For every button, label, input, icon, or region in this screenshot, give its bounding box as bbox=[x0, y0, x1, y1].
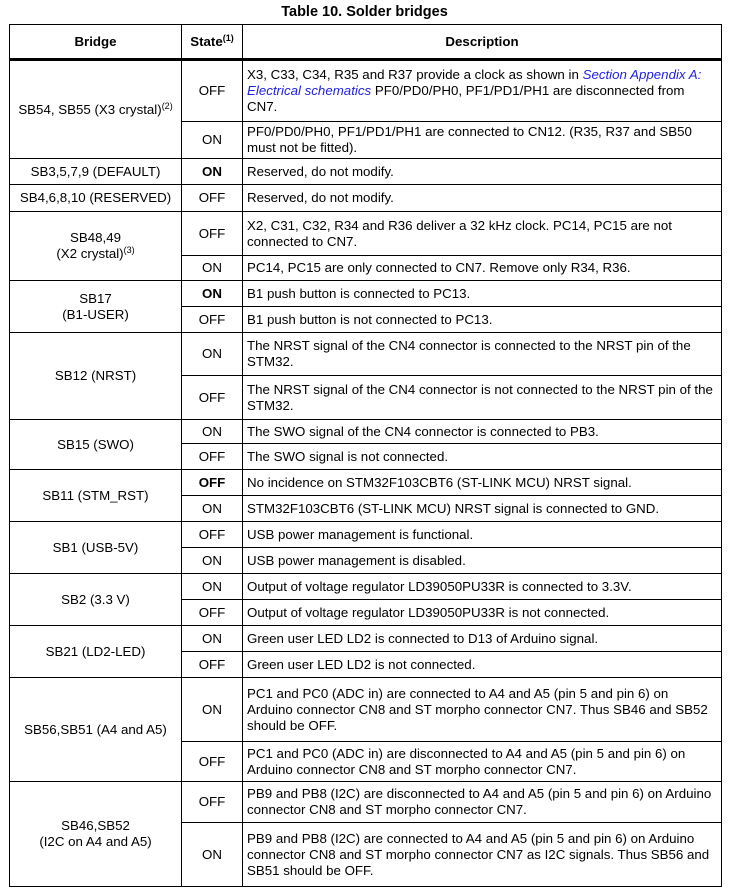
header-description-label: Description bbox=[445, 33, 519, 49]
description-cell bbox=[243, 159, 722, 185]
bridge-subtitle: (X2 crystal) bbox=[56, 246, 124, 261]
description-text: Output of voltage regulator LD39050PU33R is not connected. bbox=[247, 604, 610, 620]
description-cell bbox=[243, 496, 722, 522]
table-row bbox=[10, 185, 722, 212]
description-cell bbox=[243, 522, 722, 548]
table-row bbox=[10, 281, 722, 307]
header-state-label: State bbox=[190, 33, 223, 49]
header-state bbox=[182, 25, 243, 60]
description-text: Reserved, do not modify. bbox=[247, 163, 394, 179]
bridge-name: SB17 bbox=[79, 290, 112, 306]
state-cell: OFF bbox=[182, 212, 243, 256]
table-row bbox=[10, 782, 722, 823]
description-cell bbox=[243, 307, 722, 333]
section-link[interactable]: Section Appendix A: Electrical schematics bbox=[247, 67, 702, 98]
state-cell: OFF bbox=[182, 652, 243, 678]
state-cell: ON bbox=[182, 159, 243, 185]
description-text: Green user LED LD2 is connected to D13 of Arduino signal. bbox=[247, 630, 599, 646]
table-row bbox=[10, 678, 722, 742]
description-text: PC1 and PC0 (ADC in) are connected to A4 and A5 (pin 5 and pin 6) on Arduino connector CN8 and ST morpho connector CN7. Thus SB46 and SB52 should be OFF. bbox=[247, 685, 708, 733]
state-cell: OFF bbox=[182, 470, 243, 496]
description-cell bbox=[243, 281, 722, 307]
bridge-subtitle: (I2C on A4 and A5) bbox=[39, 834, 152, 849]
description-cell bbox=[243, 742, 722, 782]
bridge-name: SB12 (NRST) bbox=[54, 368, 137, 383]
state-cell: ON bbox=[182, 281, 243, 307]
state-cell: OFF bbox=[182, 742, 243, 782]
table-title: Table 10. Solder bridges bbox=[281, 4, 448, 20]
description-text: STM32F103CBT6 (ST-LINK MCU) NRST signal is connected to GND. bbox=[247, 500, 660, 516]
bridge-cell bbox=[10, 782, 182, 887]
bridge-name: SB15 (SWO) bbox=[57, 436, 134, 452]
bridge-name: SB54, SB55 (X3 crystal) bbox=[18, 101, 162, 117]
state-cell: OFF bbox=[182, 444, 243, 470]
table-row bbox=[10, 159, 722, 185]
table-row bbox=[10, 522, 722, 548]
table-row bbox=[10, 212, 722, 256]
bridge-cell bbox=[10, 678, 182, 782]
state-cell: ON bbox=[182, 333, 243, 376]
description-text: X3, C33, C34, R35 and R37 provide a clock as shown in bbox=[247, 67, 583, 82]
description-text: PB9 and PB8 (I2C) are disconnected to A4 and A5 (pin 5 and pin 6) on Arduino connector CN8 and ST morpho connector CN7. bbox=[247, 786, 712, 817]
state-cell: ON bbox=[182, 122, 243, 159]
bridge-cell bbox=[10, 574, 182, 626]
table-row bbox=[10, 333, 722, 376]
bridge-name: SB4,6,8,10 (RESERVED) bbox=[19, 190, 172, 205]
description-cell bbox=[243, 212, 722, 256]
bridge-cell bbox=[10, 333, 182, 420]
description-cell bbox=[243, 574, 722, 600]
table-row bbox=[10, 574, 722, 600]
table-row bbox=[10, 470, 722, 496]
state-cell: ON bbox=[182, 496, 243, 522]
description-cell bbox=[243, 444, 722, 470]
state-cell: ON bbox=[182, 626, 243, 652]
state-cell: OFF bbox=[182, 522, 243, 548]
state-cell: OFF bbox=[182, 60, 243, 122]
bridge-name: SB1 (USB-5V) bbox=[52, 539, 139, 555]
state-cell: ON bbox=[182, 823, 243, 887]
description-cell bbox=[243, 678, 722, 742]
state-cell: ON bbox=[182, 574, 243, 600]
description-text: PC14, PC15 are only connected to CN7. Remove only R34, R36. bbox=[247, 260, 631, 275]
description-cell bbox=[243, 60, 722, 122]
table-row bbox=[10, 60, 722, 122]
description-cell bbox=[243, 333, 722, 376]
bridge-cell bbox=[10, 281, 182, 333]
bridge-cell bbox=[10, 212, 182, 281]
state-cell: ON bbox=[182, 256, 243, 281]
solder-bridges-table bbox=[9, 24, 722, 887]
state-cell: OFF bbox=[182, 185, 243, 212]
bridge-subtitle: (B1-USER) bbox=[62, 306, 129, 322]
bridge-cell bbox=[10, 159, 182, 185]
description-text: USB power management is functional. bbox=[247, 526, 474, 542]
state-cell: OFF bbox=[182, 600, 243, 626]
header-bridge bbox=[10, 25, 182, 60]
bridge-cell bbox=[10, 420, 182, 470]
state-cell: OFF bbox=[182, 376, 243, 420]
bridge-name: SB3,5,7,9 (DEFAULT) bbox=[30, 163, 161, 179]
bridge-name: SB56,SB51 (A4 and A5) bbox=[24, 721, 167, 737]
description-cell bbox=[243, 652, 722, 678]
description-text: USB power management is disabled. bbox=[247, 552, 466, 568]
description-text: PF0/PD0/PH0, PF1/PD1/PH1 are connected to CN12. (R35, R37 and SB50 must not be fitted). bbox=[247, 124, 692, 155]
description-text: PF0/PD0/PH0, PF1/PD1/PH1 are disconnected from CN7. bbox=[247, 83, 685, 114]
description-cell bbox=[243, 470, 722, 496]
description-text: Green user LED LD2 is not connected. bbox=[247, 656, 476, 672]
description-cell bbox=[243, 376, 722, 420]
description-cell bbox=[243, 185, 722, 212]
description-text: Reserved, do not modify. bbox=[247, 190, 394, 205]
description-cell bbox=[243, 548, 722, 574]
bridge-cell bbox=[10, 185, 182, 212]
header-bridge-label: Bridge bbox=[74, 33, 117, 49]
table-header-row bbox=[10, 25, 722, 60]
description-text: The NRST signal of the CN4 connector is connected to the NRST pin of the STM32. bbox=[247, 338, 691, 369]
bridge-cell bbox=[10, 60, 182, 159]
description-text: X2, C31, C32, R34 and R36 deliver a 32 kHz clock. PC14, PC15 are not connected to CN7. bbox=[247, 217, 672, 249]
description-text: The SWO signal of the CN4 connector is connected to PB3. bbox=[247, 423, 599, 439]
footnote-ref: (3) bbox=[123, 245, 135, 255]
description-cell bbox=[243, 256, 722, 281]
description-cell bbox=[243, 600, 722, 626]
state-cell: ON bbox=[182, 678, 243, 742]
footnote-ref: (2) bbox=[161, 100, 173, 111]
table-row bbox=[10, 626, 722, 652]
header-description bbox=[243, 25, 722, 60]
description-text: The NRST signal of the CN4 connector is not connected to the NRST pin of the STM32. bbox=[247, 381, 713, 413]
bridge-name: SB46,SB52 bbox=[61, 818, 130, 833]
bridge-cell bbox=[10, 626, 182, 678]
description-text: B1 push button is not connected to PC13. bbox=[247, 311, 493, 327]
bridge-name: SB21 (LD2-LED) bbox=[45, 643, 146, 659]
description-text: PC1 and PC0 (ADC in) are disconnected to A4 and A5 (pin 5 and pin 6) on Arduino connector CN8 and ST morpho connector CN7. bbox=[247, 745, 686, 777]
bridge-cell bbox=[10, 470, 182, 522]
description-cell bbox=[243, 122, 722, 159]
state-cell: OFF bbox=[182, 782, 243, 823]
description-cell bbox=[243, 420, 722, 444]
description-text: PB9 and PB8 (I2C) are connected to A4 and A5 (pin 5 and pin 6) on Arduino connector CN8 and ST morpho connector CN7 as I2C signals. Thus SB56 and SB51 should be OFF. bbox=[247, 830, 710, 878]
state-cell: OFF bbox=[182, 307, 243, 333]
description-text: B1 push button is connected to PC13. bbox=[247, 285, 471, 301]
table-row bbox=[10, 420, 722, 444]
description-text: Output of voltage regulator LD39050PU33R is connected to 3.3V. bbox=[247, 578, 632, 594]
footnote-ref: (1) bbox=[222, 32, 234, 43]
bridge-name: SB2 (3.3 V) bbox=[61, 591, 130, 607]
bridge-cell bbox=[10, 522, 182, 574]
description-cell bbox=[243, 782, 722, 823]
bridge-name: SB48,49 bbox=[69, 230, 121, 245]
description-text: The SWO signal is not connected. bbox=[247, 448, 449, 464]
bridge-name: SB11 (STM_RST) bbox=[42, 487, 149, 503]
state-cell: ON bbox=[182, 420, 243, 444]
description-cell bbox=[243, 823, 722, 887]
state-cell: ON bbox=[182, 548, 243, 574]
description-cell bbox=[243, 626, 722, 652]
description-text: No incidence on STM32F103CBT6 (ST-LINK MCU) NRST signal. bbox=[247, 474, 632, 490]
